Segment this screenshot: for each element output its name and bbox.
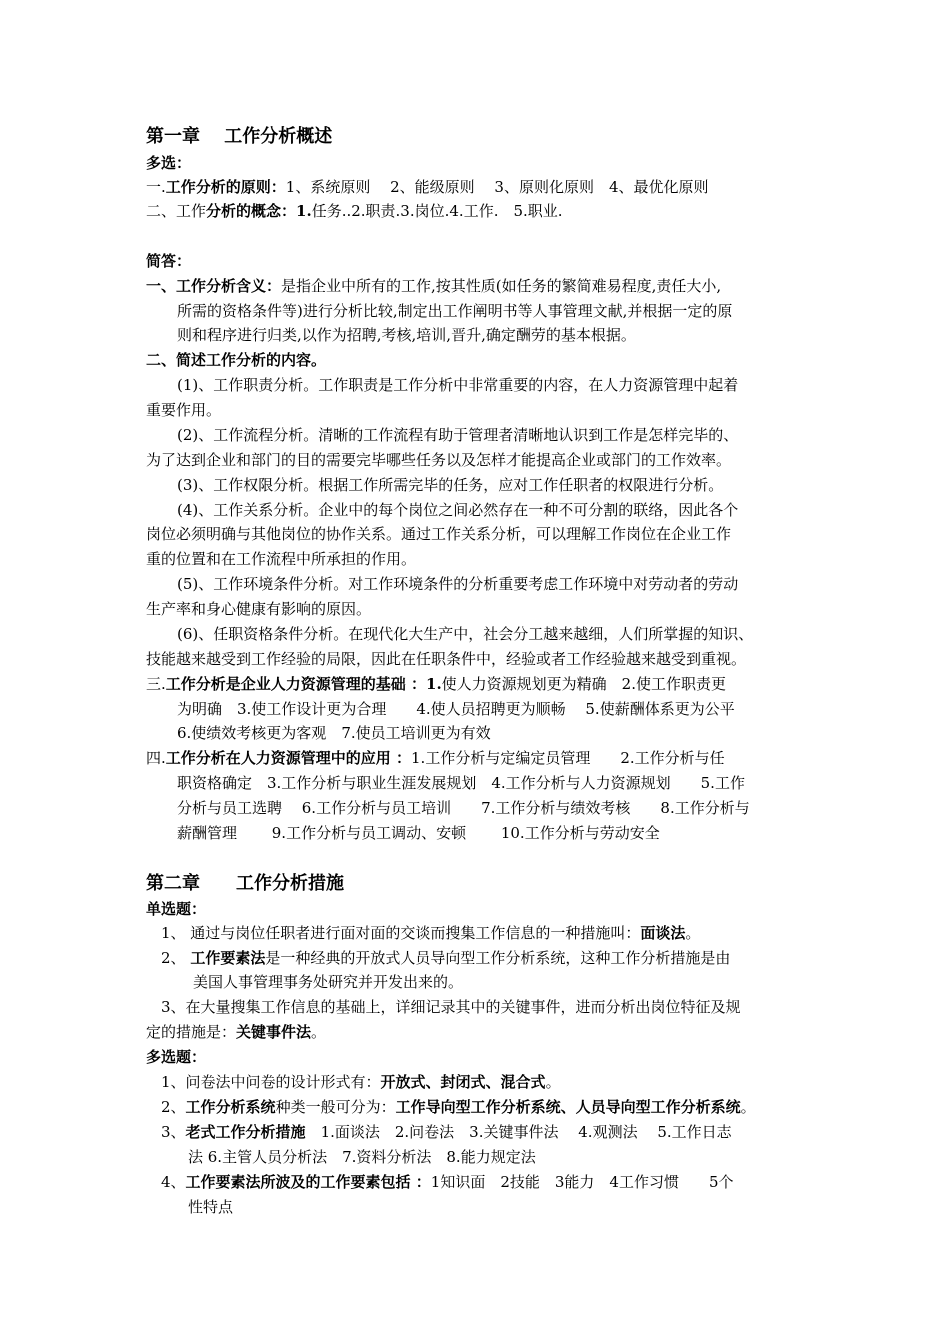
content-item-1-line-1: (1)、工作职责分析。工作职责是工作分析中非常重要的内容，在人力资源管理中起着 — [177, 376, 739, 394]
single-q2-answer: 工作要素法 — [190, 949, 266, 967]
principles-prefix: 一. — [146, 178, 166, 196]
multi-q1-line — [161, 1070, 561, 1094]
single-q1-line — [161, 921, 700, 945]
multi-q4-text-1: 1知识面 2技能 3能力 4工作习惯 5个 — [430, 1173, 734, 1191]
multi-q2-answer: 工作导向型工作分析系统、人员导向型工作分析系统 — [395, 1098, 741, 1116]
application-text-1: 1.工作分析与定编定员管理 2.工作分析与任 — [411, 749, 725, 767]
content-item-4-line-2: 岗位必须明确与其他岗位的协作关系。通过工作关系分析，可以理解工作岗位在企业工作 — [146, 525, 732, 543]
single-q1-end: 。 — [685, 924, 701, 942]
content-item-3-line-1: (3)、工作权限分析。根据工作所需完毕的任务，应对工作任职者的权限进行分析。 — [177, 476, 724, 494]
chapter-1-title: 第一章 工作分析概述 — [146, 126, 333, 147]
single-q3-text-2: 定的措施是： — [146, 1023, 237, 1041]
concepts-label: 分析的概念：1. — [206, 202, 312, 220]
application-line-1 — [146, 746, 725, 770]
principles-text: 1、系统原则 2、能级原则 3、原则化原则 4、最优化原则 — [285, 178, 709, 196]
content-item-5-line-2: 生产率和身心健康有影响的原因。 — [146, 600, 372, 618]
concepts-text: 任务..2.职责.3.岗位.4.工作. 5.职业. — [311, 202, 563, 220]
multi-choice-label-2: 多选题： — [146, 1048, 207, 1066]
content-item-2-line-1: (2)、工作流程分析。清晰的工作流程有助于管理者清晰地认识到工作是怎样完毕的、 — [177, 426, 739, 444]
multi-choice-label: 多选： — [146, 154, 192, 172]
multi-q1-text: 1、问卷法中问卷的设计形式有： — [161, 1073, 381, 1091]
application-line-2: 职资格确定 3.工作分析与职业生涯发展规划 4.工作分析与人力资源规划 5.工作 — [177, 774, 745, 792]
multi-q3-text-1: 1.面谈法 2.问卷法 3.关键事件法 4.观测法 5.工作日志 — [305, 1123, 732, 1141]
definition-text-1: 是指企业中所有的工作,按其性质(如任务的繁简难易程度,责任大小, — [281, 277, 722, 295]
foundation-prefix: 三. — [146, 675, 166, 693]
single-q1-text: 1、 通过与岗位任职者进行面对面的交谈而搜集工作信息的一种措施叫： — [161, 924, 641, 942]
multi-q2-end: 。 — [740, 1098, 756, 1116]
content-question-title: 二、简述工作分析的内容。 — [146, 351, 327, 369]
concepts-line — [146, 199, 563, 223]
principles-label: 工作分析的原则： — [165, 178, 286, 196]
single-q2-line-2: 美国人事管理事务处研究并开发出来的。 — [193, 973, 464, 991]
single-choice-label: 单选题： — [146, 900, 207, 918]
foundation-line-3: 6.使绩效考核更为客观 7.使员工培训更为有效 — [177, 724, 491, 742]
single-q2-text-1: 是一种经典的开放式人员导向型工作分析系统，这种工作分析措施是由 — [265, 949, 731, 967]
content-item-1-line-2: 重要作用。 — [146, 401, 222, 419]
multi-q2-line — [161, 1095, 756, 1119]
multi-q1-end: 。 — [545, 1073, 561, 1091]
single-q3-line-2 — [146, 1020, 326, 1044]
application-line-3: 分析与员工选聘 6.工作分析与员工培训 7.工作分析与绩效考核 8.工作分析与 — [177, 799, 750, 817]
definition-line-2: 所需的资格条件等)进行分析比较,制定出工作阐明书等人事管理文献,并根据一定的原 — [177, 302, 733, 320]
multi-q3-number: 3、 — [161, 1123, 186, 1141]
content-item-4-line-3: 重的位置和在工作流程中所承担的作用。 — [146, 550, 417, 568]
application-prefix: 四. — [146, 749, 166, 767]
single-q2-line-1 — [161, 946, 730, 970]
foundation-line-2: 为明确 3.使工作设计更为合理 4.使人员招聘更为顺畅 5.使薪酬体系更为公平 — [177, 700, 735, 718]
multi-q4-line-2: 性特点 — [188, 1198, 234, 1216]
foundation-text-1: 使人力资源规划更为精确 2.使工作职责更 — [441, 675, 726, 693]
multi-q3-line-1 — [161, 1120, 732, 1144]
multi-q3-line-2: 法 6.主管人员分析法 7.资料分析法 8.能力规定法 — [188, 1148, 536, 1166]
single-q3-end: 。 — [311, 1023, 327, 1041]
single-q3-answer: 关键事件法 — [236, 1023, 312, 1041]
short-answer-label: 简答： — [146, 252, 192, 270]
principles-line — [146, 175, 709, 199]
multi-q4-label: 工作要素法所波及的工作要素包括 ： — [185, 1173, 431, 1191]
multi-q2-text: 种类一般可分为： — [275, 1098, 396, 1116]
foundation-line-1 — [146, 672, 726, 696]
multi-q1-answer: 开放式、封闭式、混合式 — [380, 1073, 546, 1091]
definition-line-3: 则和程序进行归类,以作为招聘,考核,培训,晋升,确定酬劳的基本根据。 — [177, 326, 636, 344]
chapter-2-title: 第二章 工作分析措施 — [146, 873, 344, 894]
content-item-2-line-2: 为了达到企业和部门的目的需要完毕哪些任务以及怎样才能提高企业或部门的工作效率。 — [146, 451, 732, 469]
application-label: 工作分析在人力资源管理中的应用 ： — [165, 749, 412, 767]
foundation-label: 工作分析是企业人力资源管理的基础 ：1. — [165, 675, 442, 693]
multi-q2-label: 工作分析系统 — [185, 1098, 276, 1116]
content-item-5-line-1: (5)、工作环境条件分析。对工作环境条件的分析重要考虑工作环境中对劳动者的劳动 — [177, 575, 739, 593]
application-line-4: 薪酬管理 9.工作分析与员工调动、安顿 10.工作分析与劳动安全 — [177, 824, 660, 842]
single-q2-number: 2、 — [161, 949, 191, 967]
concepts-prefix: 二、工作 — [146, 202, 207, 220]
content-item-4-line-1: (4)、工作关系分析。企业中的每个岗位之间必然存在一种不可分割的联络，因此各个 — [177, 501, 739, 519]
single-q1-answer: 面谈法 — [640, 924, 686, 942]
single-q3-line-1: 3、在大量搜集工作信息的基础上，详细记录其中的关键事件，进而分析出岗位特征及规 — [161, 998, 741, 1016]
multi-q4-line-1 — [161, 1170, 734, 1194]
multi-q2-number: 2、 — [161, 1098, 186, 1116]
multi-q4-number: 4、 — [161, 1173, 186, 1191]
content-item-6-line-2: 技能越来越受到工作经验的局限，因此在任职条件中，经验或者工作经验越来越受到重视。 — [146, 650, 747, 668]
content-item-6-line-1: (6)、任职资格条件分析。在现代化大生产中，社会分工越来越细，人们所掌握的知识、 — [177, 625, 754, 643]
definition-label: 一、工作分析含义： — [146, 277, 282, 295]
definition-line-1 — [146, 274, 721, 298]
multi-q3-label: 老式工作分析措施 — [185, 1123, 306, 1141]
